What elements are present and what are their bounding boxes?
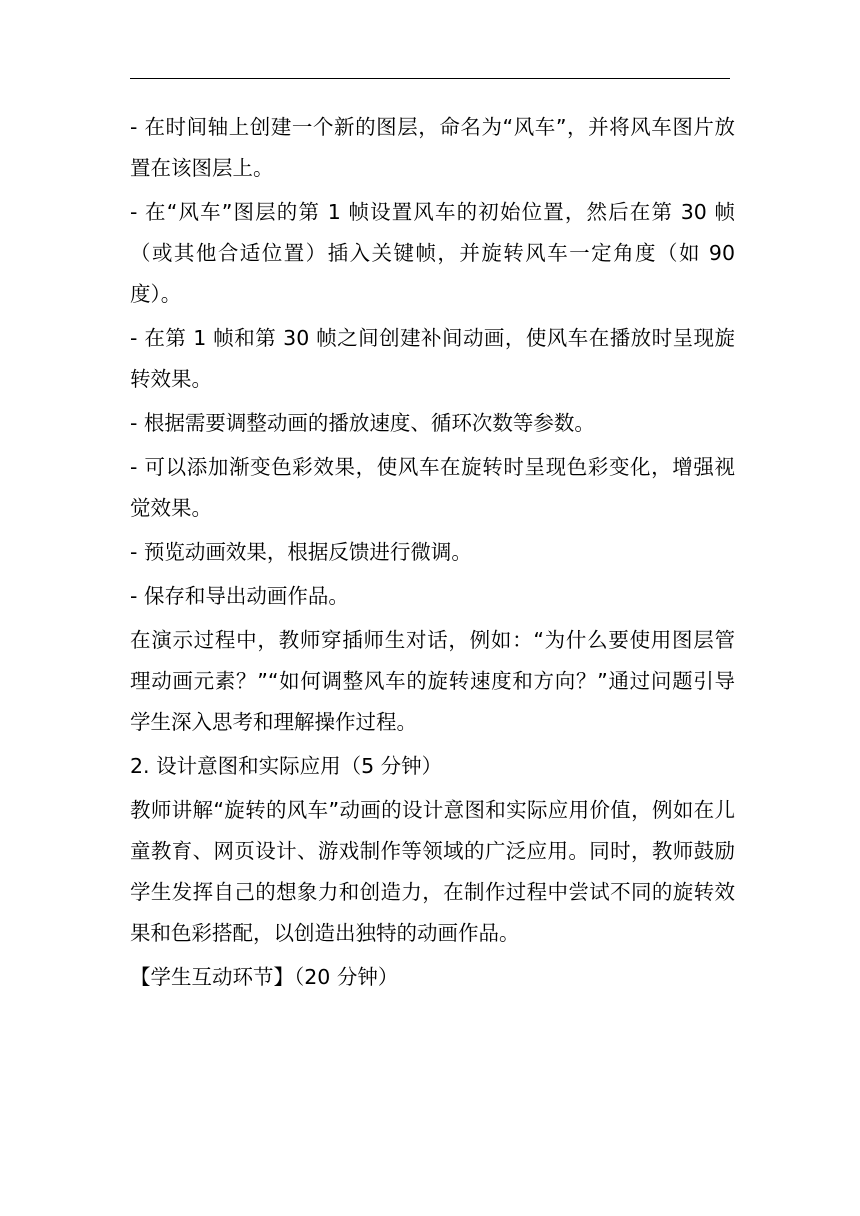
- step-create-layer: - 在时间轴上创建一个新的图层，命名为“风车”，并将风车图片放置在该图层上。: [130, 115, 735, 180]
- step-gradient: - 可以添加渐变色彩效果，使风车在旋转时呈现色彩变化，增强视觉效果。: [130, 455, 735, 520]
- design-intent-paragraph: 教师讲解“旋转的风车”动画的设计意图和实际应用价值，例如在儿童教育、网页设计、游戏制作等领域的广泛应用。同时，教师鼓励学生发挥自己的想象力和创造力，在制作过程中尝试不同的旋转效果和色彩搭配，以创造出独特的动画作品。: [130, 798, 735, 945]
- section-heading-design-intent: 2. 设计意图和实际应用（5 分钟）: [130, 754, 443, 778]
- demo-dialogue-paragraph: 在演示过程中，教师穿插师生对话，例如：“为什么要使用图层管理动画元素？”“如何调整风车的旋转速度和方向？”通过问题引导学生深入思考和理解操作过程。: [130, 628, 735, 734]
- document-body: [130, 107, 735, 1001]
- section-heading-student-interaction: 【学生互动环节】（20 分钟）: [130, 965, 399, 989]
- step-tween: - 在第 1 帧和第 30 帧之间创建补间动画，使风车在播放时呈现旋转效果。: [130, 326, 735, 391]
- step-adjust-speed: - 根据需要调整动画的播放速度、循环次数等参数。: [130, 411, 595, 435]
- step-keyframe: - 在“风车”图层的第 1 帧设置风车的初始位置，然后在第 30 帧（或其他合适位置）插入关键帧，并旋转风车一定角度（如 90 度）。: [130, 200, 735, 306]
- step-save-export: - 保存和导出动画作品。: [130, 584, 349, 608]
- step-preview: - 预览动画效果，根据反馈进行微调。: [130, 540, 472, 564]
- header-rule: [130, 78, 730, 79]
